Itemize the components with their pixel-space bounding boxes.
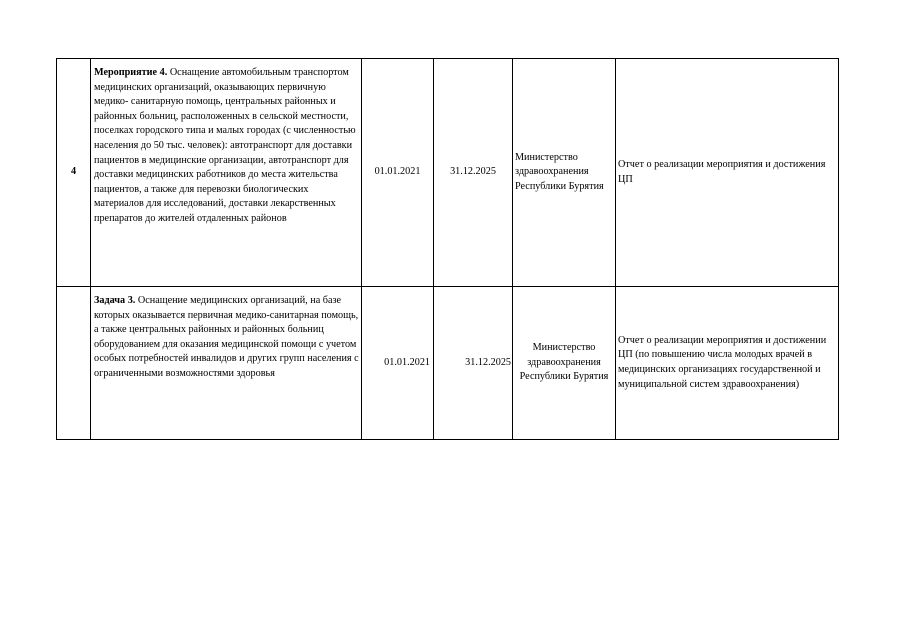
table-row [57, 59, 839, 287]
executor: Министерство здравоохранения Республики Бурятия [513, 59, 616, 287]
expected-result: Отчет о реализации мероприятия и достижения ЦП [616, 59, 839, 287]
row-number: 4 [57, 59, 91, 287]
start-date: 01.01.2021 [362, 59, 434, 287]
plan-table [56, 58, 839, 440]
expected-result: Отчет о реализации мероприятия и достижении ЦП (по повышению числа молодых врачей в медицинских организациях государственной и муниципальной систем здравоохранения) [616, 287, 839, 440]
end-date: 31.12.2025 [434, 287, 513, 440]
activity-title: Мероприятие 4. [94, 67, 168, 78]
task-title: Задача 3. [94, 295, 136, 306]
start-date: 01.01.2021 [362, 287, 434, 440]
end-date: 31.12.2025 [434, 59, 513, 287]
row-number [57, 287, 91, 440]
table-row [57, 287, 839, 440]
executor: Министерство здравоохранения Республики Бурятия [513, 287, 616, 440]
task-description: Оснащение медицинских организаций, на базе которых оказывается первичная медико-санитарная помощь, а также центральных районных и районных больниц оборудованием для оказания медицинской помощи с учетом особых потребностей инвалидов и других групп населения с ограниченными возможностями здоровья [94, 295, 359, 379]
activity-description: Оснащение автомобильным транспортом медицинских организаций, оказывающих первичную медико- санитарную помощь, центральных районных и районных больниц, расположенных в сельской местности, поселках городского типа и малых городах (с численностью населения до 50 тыс. человек): автотранспорт для доставки пациентов в медицинские организации, автотранспорт для доставки медицинских работников до места жительства пациентов, а также для перевозки биологических материалов для исследований, доставки лекарственных препаратов до жителей отдаленных районов [94, 67, 356, 224]
task-cell [91, 287, 362, 440]
activity-cell [91, 59, 362, 287]
